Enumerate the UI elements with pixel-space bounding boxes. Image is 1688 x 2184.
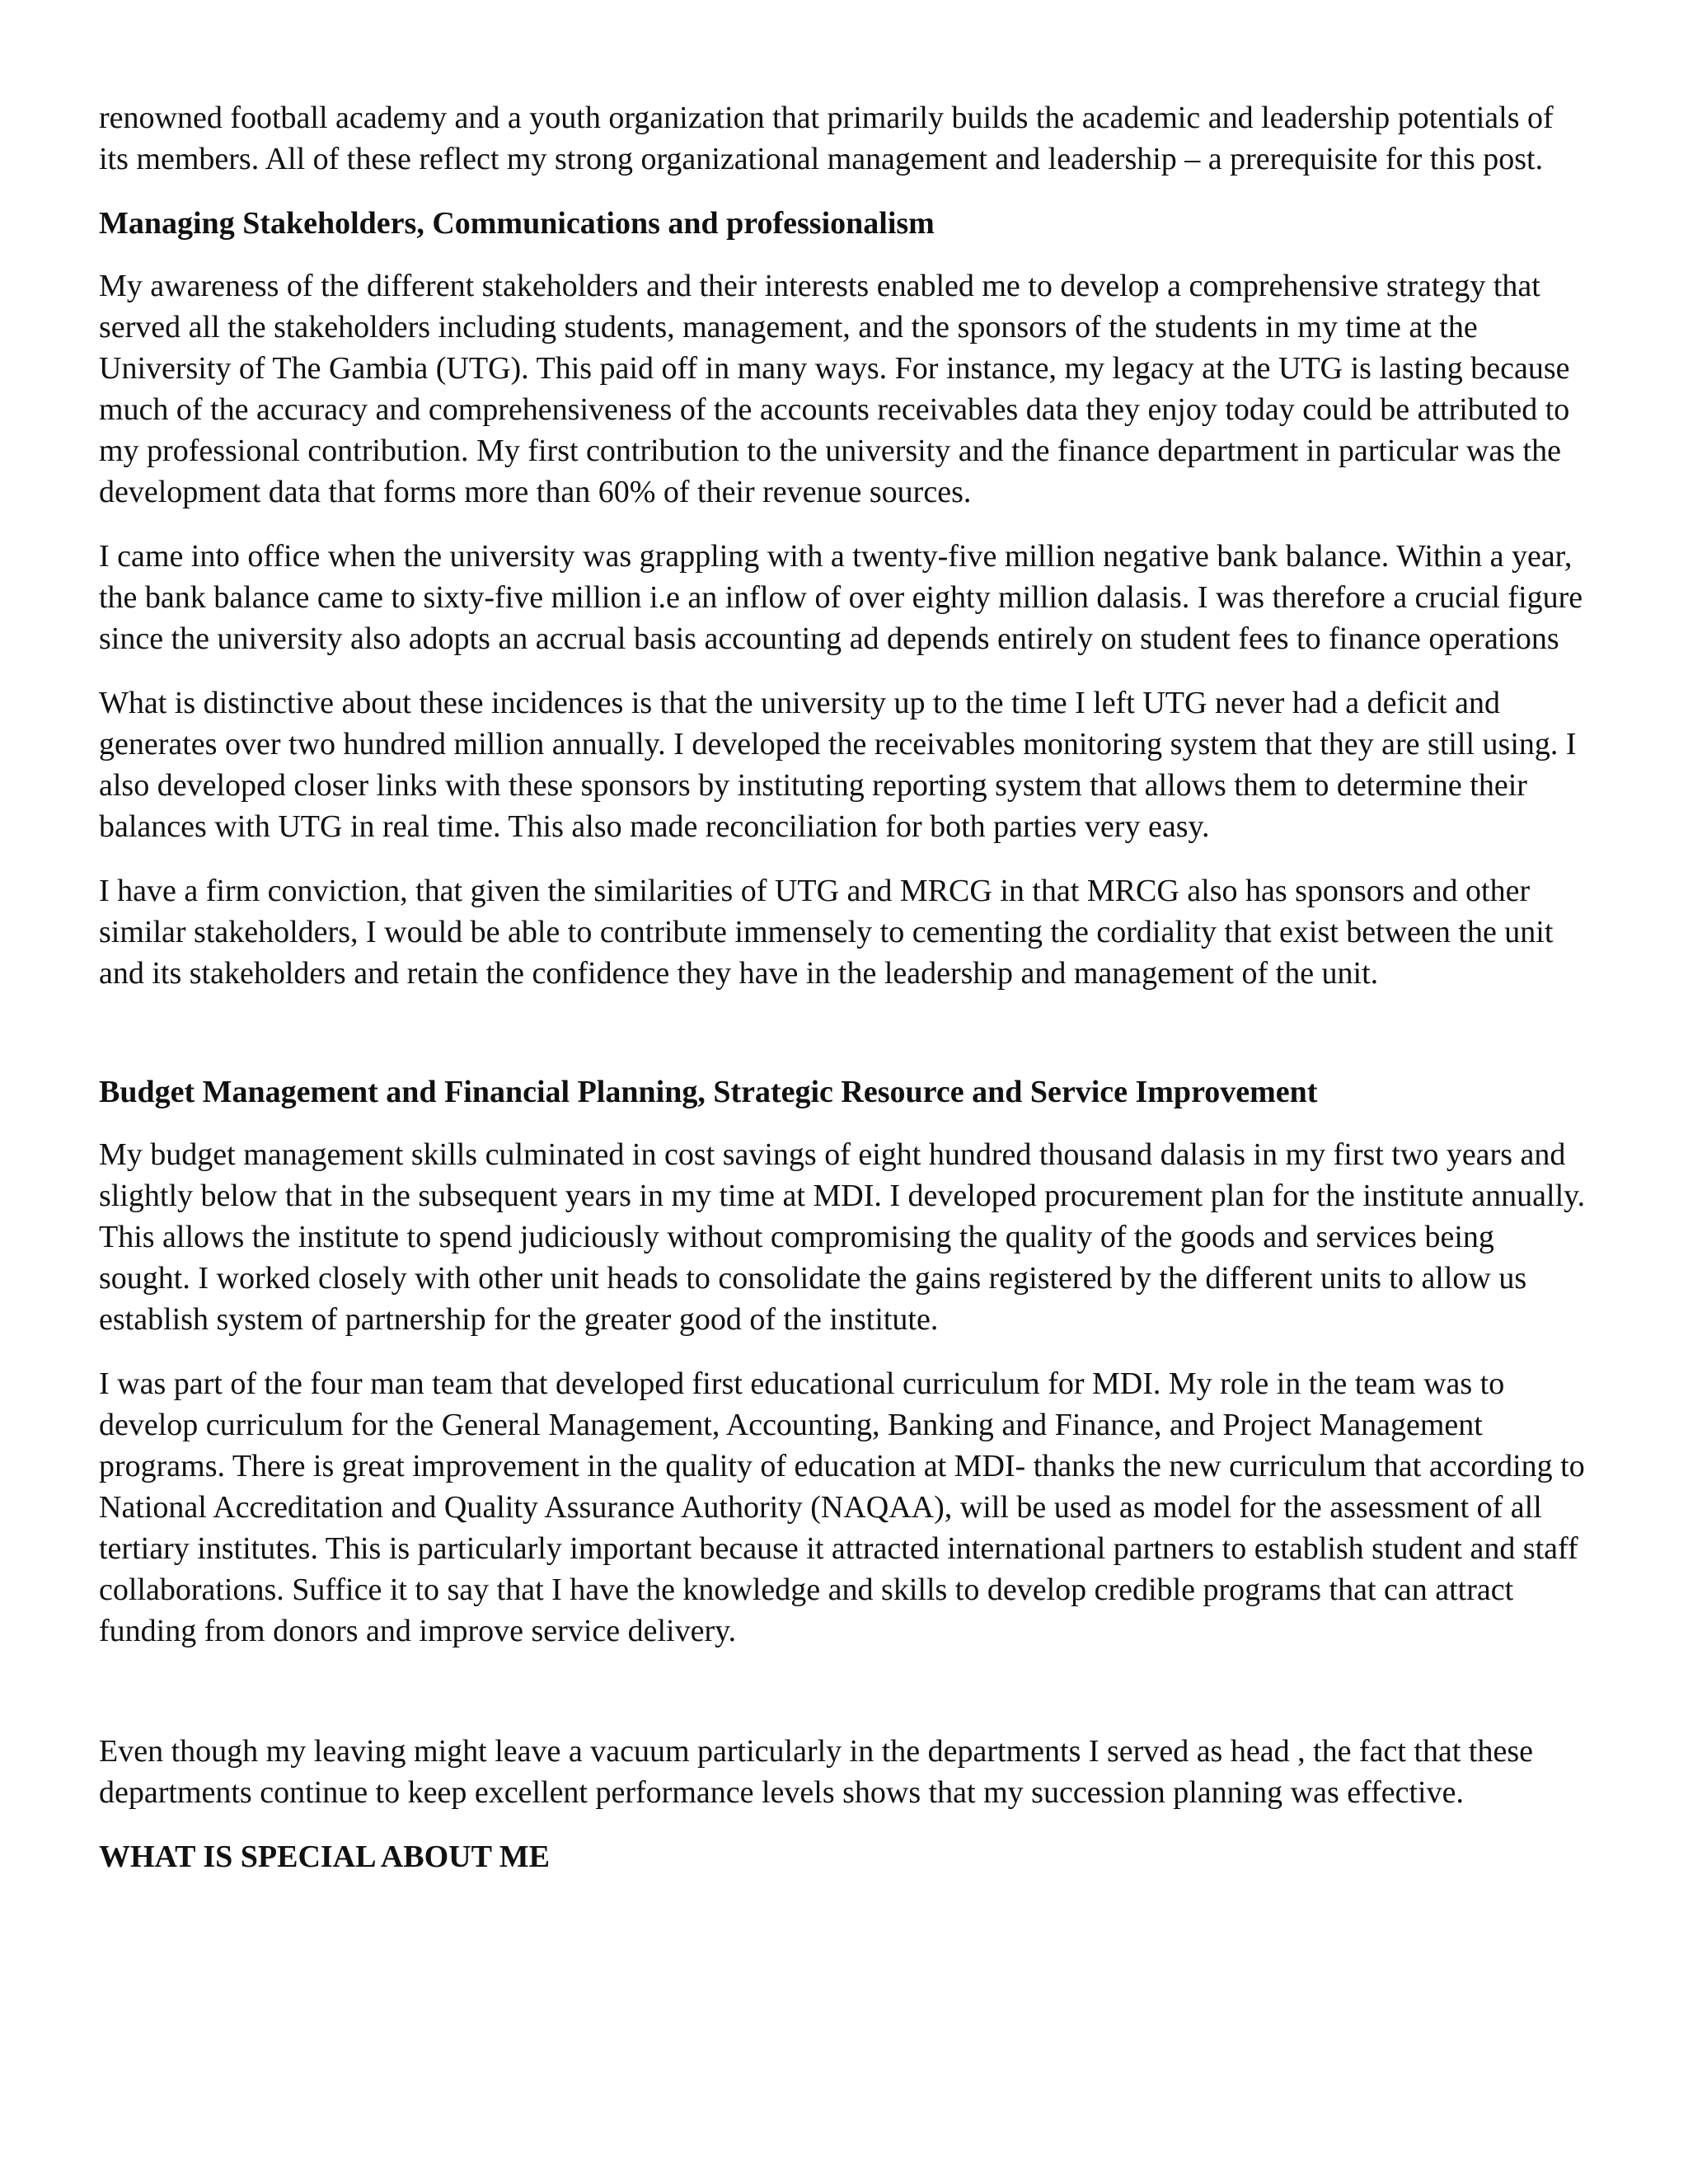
budget-paragraph-2: I was part of the four man team that developed first educational curriculum for MDI. My role in the team was to develop curriculum for the General Management, Accounting, Banking and Finance, and Project Management programs. There is great improvement in the quality of education at MDI- thanks the new curriculum that according to National Accreditation and Quality Assurance Authority (NAQAA), will be used as model for the assessment of all tertiary institutes. This is particularly important because it attracted international partners to establish student and staff collaborations. Suffice it to say that I have the knowledge and skills to develop credible programs that can attract funding from donors and improve service delivery. bbox=[99, 1366, 1585, 1648]
budget-paragraph-1: My budget management skills culminated in cost savings of eight hundred thousand dalasis in my first two years and slightly below that in the subsequent years in my time at MDI. I developed procurement plan for the institute annually. This allows the institute to spend judiciously without compromising the quality of the goods and services being sought. I worked closely with other unit heads to consolidate the gains registered by the different units to allow us establish system of partnership for the greater good of the institute. bbox=[99, 1137, 1586, 1337]
intro-paragraph: renowned football academy and a youth organization that primarily builds the academic and leadership potentials of its members. All of these reflect my strong organizational management and leadership – a prerequisite for this post. bbox=[99, 101, 1554, 176]
special-heading: WHAT IS SPECIAL ABOUT ME bbox=[99, 1840, 550, 1874]
stakeholders-paragraph-1: My awareness of the different stakeholders and their interests enabled me to develop a comprehensive strategy that served all the stakeholders including students, management, and the sponsors of the students in my time at the University of The Gambia (UTG). This paid off in many ways. For instance, my legacy at the UTG is lasting because much of the accuracy and comprehensiveness of the accounts receivables data they enjoy today could be attributed to my professional contribution. My first contribution to the university and the finance department in particular was the development data that forms more than 60% of their revenue sources. bbox=[99, 269, 1570, 509]
stakeholders-paragraph-4: I have a firm conviction, that given the similarities of UTG and MRCG in that MRCG also has sponsors and other similar stakeholders, I would be able to contribute immensely to cementing the cordiality that exist between the unit and its stakeholders and retain the confidence they have in the leadership and management of the unit. bbox=[99, 874, 1554, 991]
stakeholders-paragraph-3: What is distinctive about these incidences is that the university up to the time I left UTG never had a deficit and generates over two hundred million annually. I developed the receivables monitoring system that they are still using. I also developed closer links with these sponsors by instituting reporting system that allows them to determine their balances with UTG in real time. This also made reconciliation for both parties very easy. bbox=[99, 686, 1577, 844]
section-spacer bbox=[99, 1675, 1589, 1731]
document-page bbox=[99, 97, 1589, 1899]
stakeholders-heading: Managing Stakeholders, Communications and professionalism bbox=[99, 206, 935, 241]
budget-heading: Budget Management and Financial Planning, Strategic Resource and Service Improvement bbox=[99, 1075, 1318, 1109]
succession-paragraph: Even though my leaving might leave a vacuum particularly in the departments I served as head , the fact that these departments continue to keep excellent performance levels shows that my succession planning was effective. bbox=[99, 1734, 1534, 1810]
stakeholders-paragraph-2: I came into office when the university was grappling with a twenty-five million negative bank balance. Within a year, the bank balance came to sixty-five million i.e an inflow of over eighty million dalasis. I was therefore a crucial figure since the university also adopts an accrual basis accounting ad depends entirely on student fees to finance operations bbox=[99, 539, 1583, 656]
section-spacer bbox=[99, 1017, 1589, 1071]
